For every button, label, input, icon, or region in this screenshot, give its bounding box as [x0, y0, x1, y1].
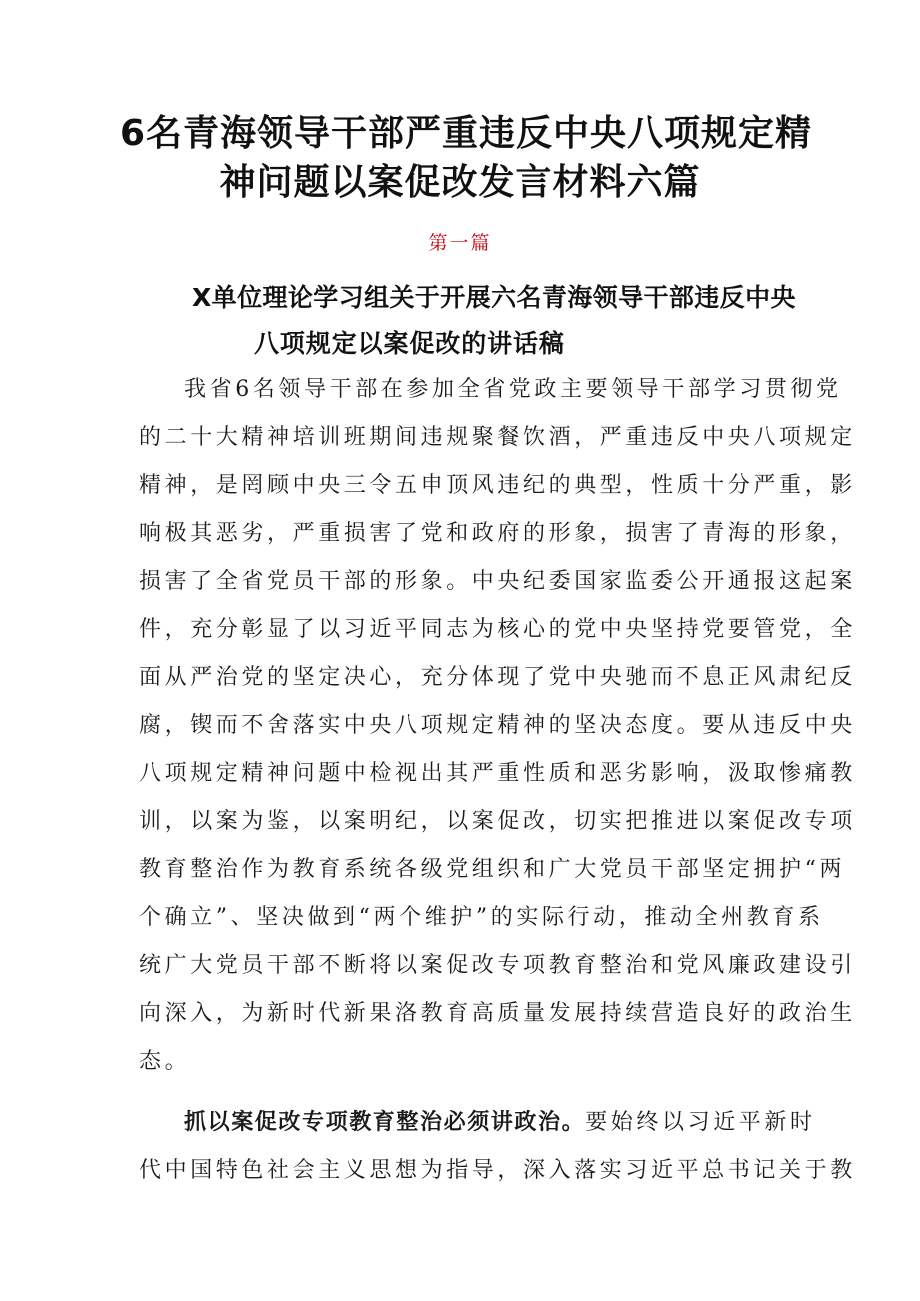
- paragraph-line: 精神，是罔顾中央三令五申顶风违纪的典型，性质十分严重，影: [139, 473, 856, 498]
- paragraph-line: 件，充分彰显了以习近平同志为核心的党中央坚持党要管党，全: [139, 617, 856, 642]
- paragraph-line: 态。: [139, 1049, 191, 1074]
- paragraph-line: [184, 1108, 844, 1138]
- paragraph-line: 个确立”、坚决做到“两个维护”的实际行动，推动全州教育系: [139, 905, 824, 930]
- subtitle-line-2: 八项规定以案促改的讲话稿: [254, 329, 565, 358]
- subtitle-line-1: X单位理论学习组关于开展六名青海领导干部违反中央: [192, 283, 796, 312]
- section-label: 第一篇: [428, 232, 492, 254]
- paragraph-line: 响极其恶劣，严重损害了党和政府的形象，损害了青海的形象，: [139, 521, 856, 546]
- document-title-line-2: 神问题以案促改发言材料六篇: [219, 162, 701, 203]
- paragraph-line: 面从严治党的坚定决心，充分体现了党中央驰而不息正风肃纪反: [139, 665, 856, 690]
- paragraph-line: 向深入，为新时代新果洛教育高质量发展持续营造良好的政治生: [139, 1001, 856, 1026]
- paragraph-line: 教育整治作为教育系统各级党组织和广大党员干部坚定拥护“两: [139, 857, 846, 882]
- paragraph-line-rest: 要始终以习近平新时: [585, 1110, 816, 1135]
- paragraph-line: 的二十大精神培训班期间违规聚餐饮酒，严重违反中央八项规定: [139, 425, 856, 450]
- bold-lead-sentence: 抓以案促改专项教育整治必须讲政治。: [184, 1110, 586, 1135]
- paragraph-line: 腐，锲而不舍落实中央八项规定精神的坚决态度。要从违反中央: [139, 713, 856, 738]
- paragraph-line: 我省6名领导干部在参加全省党政主要领导干部学习贯彻党: [184, 377, 842, 402]
- paragraph-line: 代中国特色社会主义思想为指导，深入落实习近平总书记关于教: [139, 1158, 856, 1183]
- paragraph-line: 损害了全省党员干部的形象。中央纪委国家监委公开通报这起案: [139, 569, 856, 594]
- paragraph-line: 训，以案为鉴，以案明纪，以案促改，切实把推进以案促改专项: [139, 809, 856, 834]
- paragraph-line: 八项规定精神问题中检视出其严重性质和恶劣影响，汲取惨痛教: [139, 761, 856, 786]
- document-title-line-1: 6名青海领导干部严重违反中央八项规定精: [120, 113, 813, 154]
- paragraph-line: 统广大党员干部不断将以案促改专项教育整治和党风廉政建设引: [139, 953, 856, 978]
